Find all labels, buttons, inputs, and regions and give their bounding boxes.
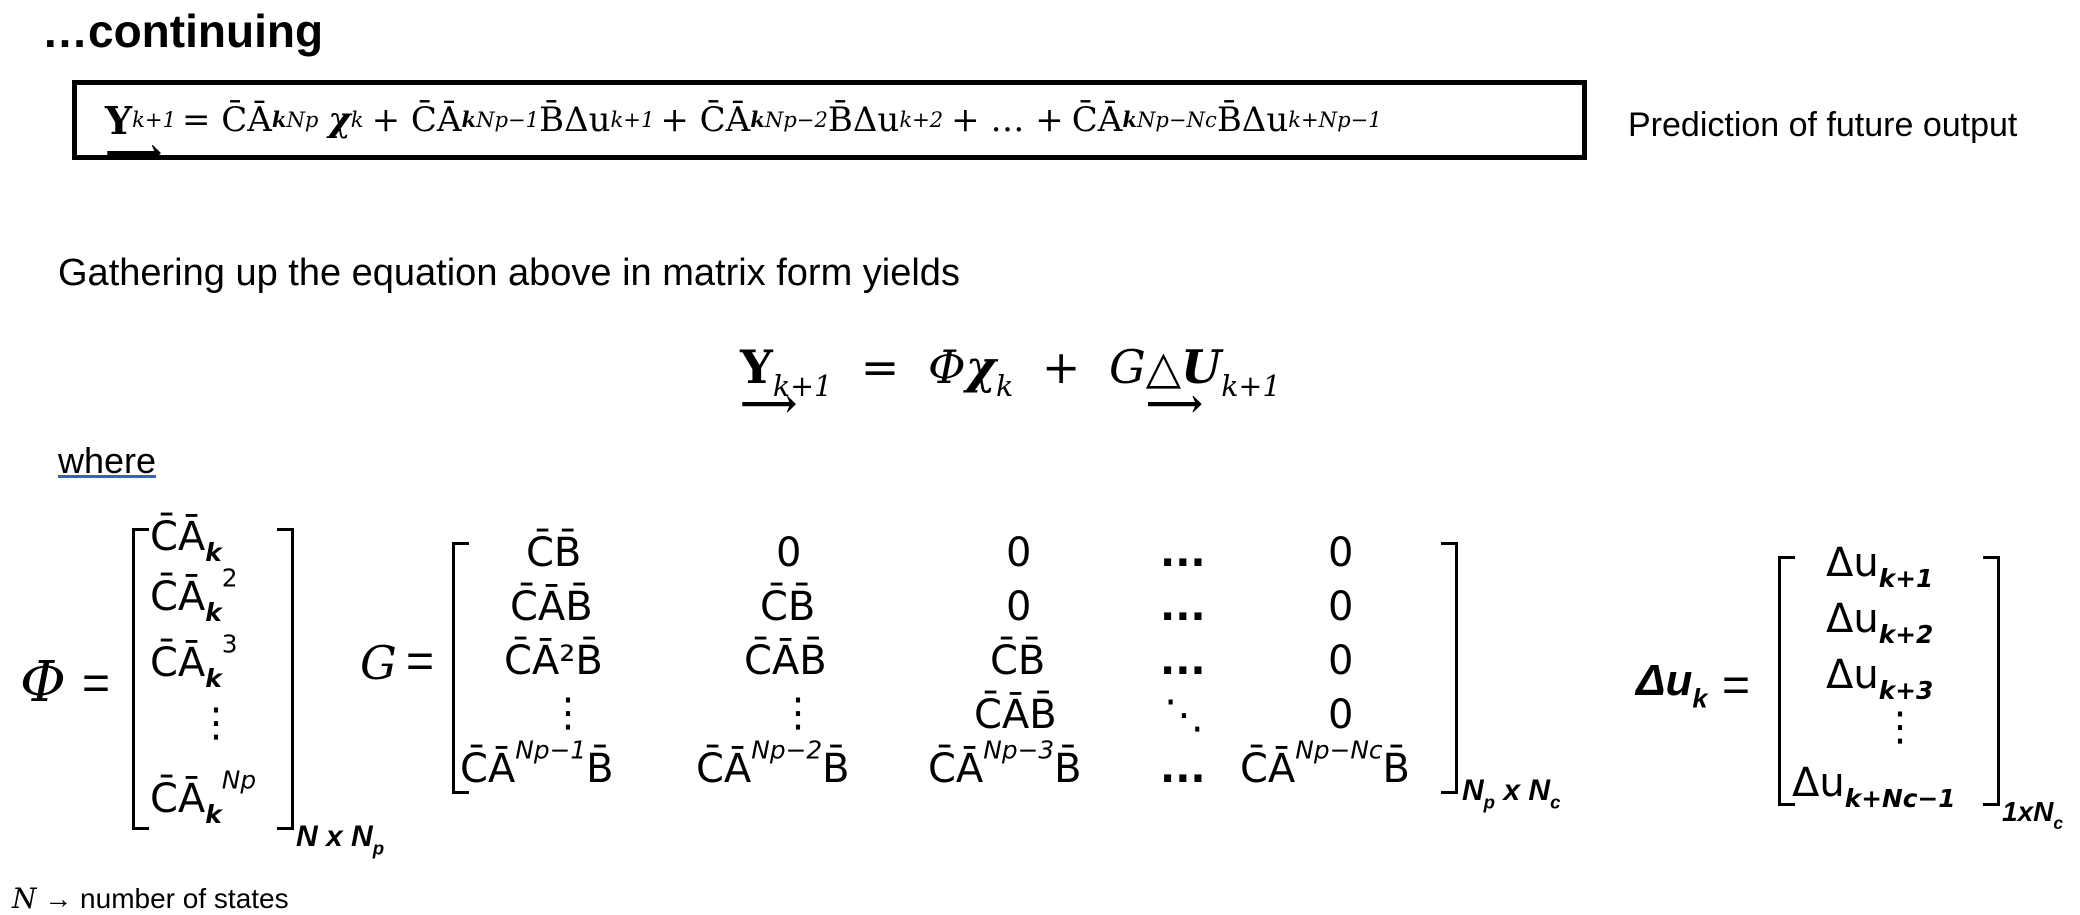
phi-symbol: Φ — [20, 650, 66, 715]
eq-term4-tail: B̄Δu — [1216, 100, 1289, 140]
du-symbol: $\Delta u_k$ — [1636, 656, 1708, 714]
g-r1c4: ... — [1160, 530, 1206, 576]
g-r1c3: 0 — [1006, 530, 1032, 576]
du-equals: = — [1722, 659, 1751, 712]
eq-term1: = C̄Ā — [182, 100, 272, 140]
phi-row-3: $C̄Ā_k^3$ — [150, 629, 238, 694]
g-r5c2: $C̄Ā^{Np-2}B̄$ — [696, 735, 850, 792]
eq-term1-chi: χ — [328, 100, 351, 140]
g-r4c3: C̄ĀB̄ — [974, 692, 1057, 738]
g-r3c1: C̄Ā²B̄ — [504, 638, 603, 684]
du-row-3: $\Delta u_{k+3}$ — [1826, 652, 1934, 706]
eq-lhs-y: Y ⟶ — [105, 98, 132, 143]
footnote-symbol: N — [12, 882, 37, 915]
phi-dimension: N x $N_p$ — [296, 820, 385, 859]
g-r3c3: C̄B̄ — [990, 638, 1046, 684]
compact-du-sub: k+1 — [1221, 369, 1281, 403]
compact-phi: Φ — [927, 340, 966, 394]
g-dimension: $N_p$ x $N_c$ — [1462, 774, 1561, 813]
g-r4c4: ⋱ — [1164, 692, 1204, 738]
phi-row-4: ⋮ — [196, 700, 236, 746]
footnote — [12, 882, 289, 915]
compact-lhs-sub: k+1 — [772, 369, 833, 403]
prediction-caption: Prediction of future output — [1628, 106, 2018, 144]
g-r2c1: C̄ĀB̄ — [510, 584, 593, 630]
g-r1c1: C̄B̄ — [526, 530, 582, 576]
g-r5c5: $C̄Ā^{Np-Nc}B̄$ — [1240, 735, 1410, 792]
compact-chi-sub: k — [995, 369, 1014, 403]
du-row-2: $\Delta u_{k+2}$ — [1826, 596, 1934, 650]
g-r5c4: ... — [1160, 746, 1206, 792]
g-r3c2: C̄ĀB̄ — [744, 638, 827, 684]
compact-du: △U ⟶ — [1146, 340, 1222, 394]
compact-lhs-y: Y ⟶ — [740, 340, 773, 394]
du-row-1: $\Delta u_{k+1}$ — [1826, 540, 1934, 594]
g-r1c2: 0 — [776, 530, 802, 576]
g-r3c4: ... — [1160, 638, 1206, 684]
compact-g: G — [1109, 340, 1146, 394]
compact-equation — [740, 340, 1281, 403]
compact-eq-sign: = — [860, 340, 900, 394]
g-r4c2: ⋮ — [778, 690, 818, 736]
slide-title: …continuing — [42, 5, 324, 57]
g-r1c5: 0 — [1328, 530, 1354, 576]
prediction-equation-box: Y ⟶ k+1 = C̄Ā k Np χ k + C̄Ā k Np−1 B̄Δu k+1 + C̄Ā k Np−2 B̄Δu k+2 + … + C̄Ā k Np−Nc B̄Δu k+Np−1 — [72, 80, 1587, 160]
g-symbol: G — [360, 636, 397, 690]
g-r2c2: C̄B̄ — [760, 584, 816, 630]
where-label: where — [58, 440, 157, 481]
phi-equals: = — [82, 657, 111, 710]
g-r4c5: 0 — [1328, 692, 1354, 738]
g-r2c3: 0 — [1006, 584, 1032, 630]
phi-row-2: $C̄Ā_k^2$ — [150, 563, 238, 628]
du-row-5: $\Delta u_{k+Nc-1}$ — [1792, 760, 1956, 814]
g-equals: = — [406, 635, 435, 688]
eq-term3-tail: B̄Δu — [827, 100, 900, 140]
compact-chi: χ — [965, 340, 996, 394]
eq-term4: C̄Ā — [1071, 100, 1123, 140]
eq-term2-tail: B̄Δu — [539, 100, 611, 140]
footnote-text: → number of states — [44, 883, 289, 914]
g-r2c5: 0 — [1328, 584, 1354, 630]
du-row-4: ⋮ — [1880, 704, 1920, 750]
phi-row-5: $C̄Ā_k^{Np}$ — [150, 765, 257, 830]
phi-row-1: $C̄Ā_k$ — [150, 514, 222, 568]
g-r5c3: $C̄Ā^{Np-3}B̄$ — [928, 735, 1082, 792]
compact-plus: + — [1041, 340, 1081, 394]
du-dimension: $1xN_c$ — [2002, 796, 2064, 833]
gather-text: Gathering up the equation above in matrix form yields — [58, 252, 960, 294]
g-r4c1: ⋮ — [548, 690, 588, 736]
g-r2c4: ... — [1160, 584, 1206, 630]
g-r5c1: $C̄Ā^{Np-1}B̄$ — [460, 735, 614, 792]
g-r3c5: 0 — [1328, 638, 1354, 684]
eq-term3: + C̄Ā — [660, 100, 751, 140]
eq-ellipsis: + … + — [951, 100, 1064, 140]
eq-term2: + C̄Ā — [371, 100, 462, 140]
